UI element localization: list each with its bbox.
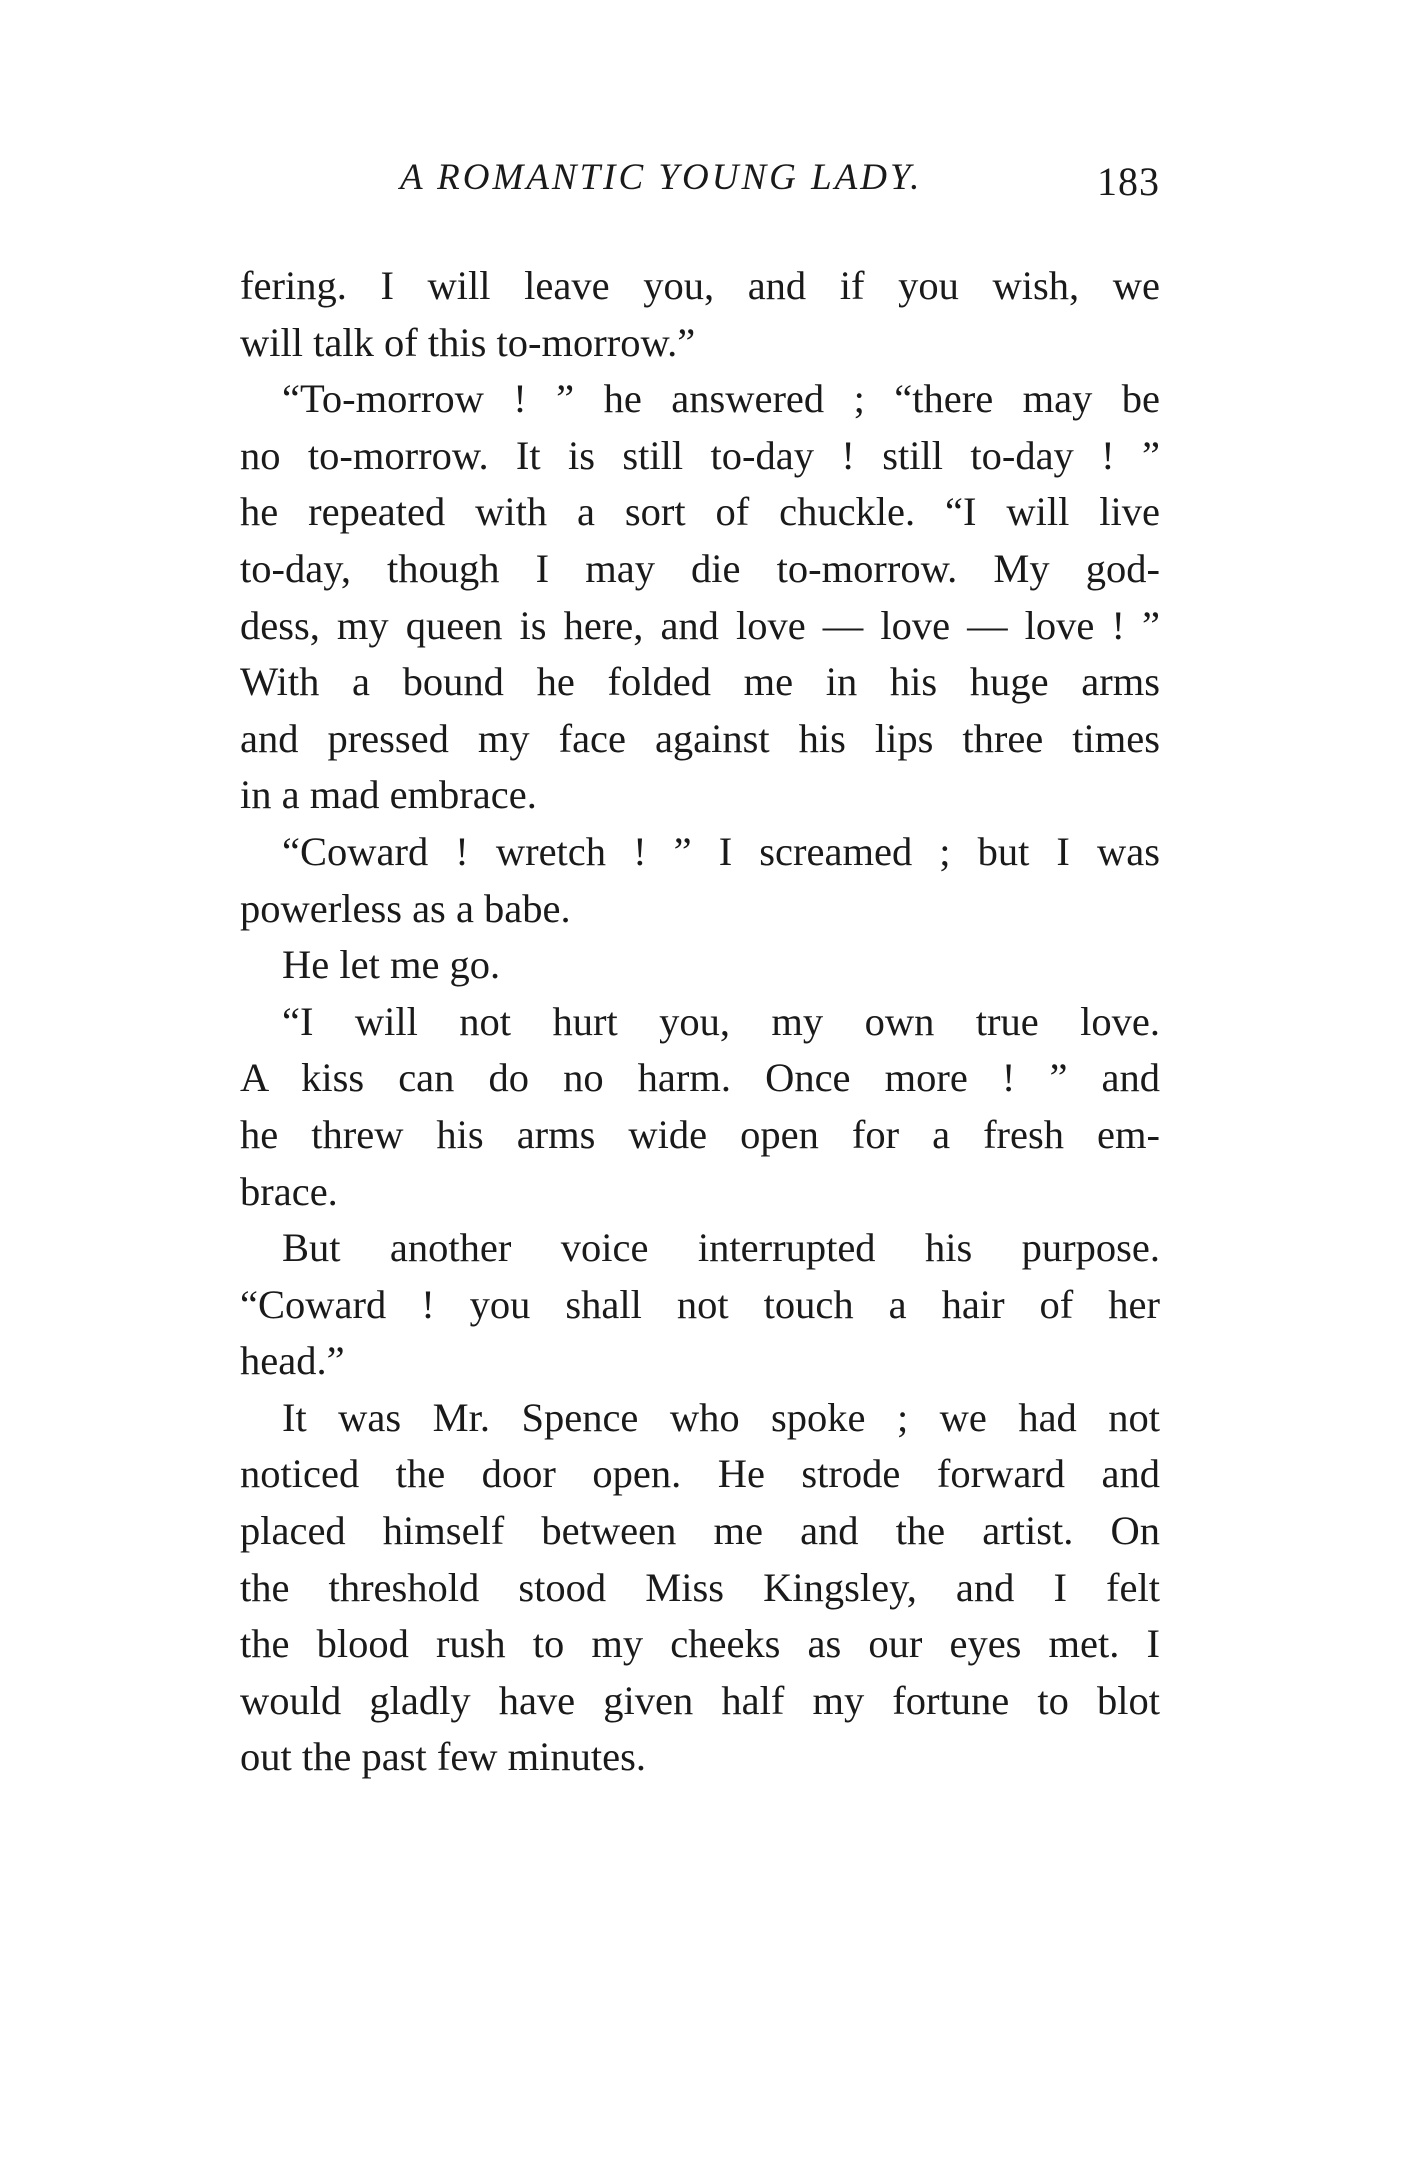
text-line: out the past few minutes. — [240, 1734, 647, 1780]
text-line: in a mad embrace. — [240, 772, 537, 818]
text-line: and pressed my face against his lips three times — [240, 715, 1160, 761]
body-text — [240, 258, 1160, 1786]
text-line: brace. — [240, 1168, 338, 1214]
text-line: no to-morrow. It is still to-day ! still to-day ! ” — [240, 432, 1160, 478]
text-line: would gladly have given half my fortune to blot — [240, 1677, 1160, 1723]
running-head — [240, 150, 1160, 220]
text-line: powerless as a babe. — [240, 885, 571, 931]
text-line: He let me go. — [282, 942, 501, 988]
text-line: the blood rush to my cheeks as our eyes met. I — [240, 1621, 1160, 1667]
text-line: head.” — [240, 1338, 345, 1384]
text-line: noticed the door open. He strode forward and — [240, 1451, 1160, 1497]
running-head-title: A ROMANTIC YOUNG LADY. — [400, 157, 923, 198]
text-line: fering. I will leave you, and if you wish, we — [240, 263, 1160, 308]
page-number: 183 — [1097, 159, 1160, 204]
text-line: “To-morrow ! ” he answered ; “there may be — [282, 376, 1160, 422]
text-line: “Coward ! you shall not touch a hair of her — [240, 1281, 1160, 1327]
text-line: will talk of this to-morrow.” — [240, 319, 696, 365]
text-line: he repeated with a sort of chuckle. “I will live — [240, 489, 1160, 535]
text-line: It was Mr. Spence who spoke ; we had not — [282, 1394, 1160, 1440]
text-line: placed himself between me and the artist. On — [240, 1508, 1160, 1554]
text-line: to-day, though I may die to-morrow. My god- — [240, 545, 1160, 591]
text-line: A kiss can do no harm. Once more ! ” and — [240, 1055, 1160, 1101]
text-line: “I will not hurt you, my own true love. — [282, 998, 1160, 1044]
text-line: he threw his arms wide open for a fresh em- — [240, 1111, 1160, 1157]
text-line: dess, my queen is here, and love — love — love ! ” — [240, 602, 1160, 648]
text-line: “Coward ! wretch ! ” I screamed ; but I was — [282, 828, 1160, 874]
text-line: But another voice interrupted his purpose. — [282, 1225, 1160, 1271]
text-line: With a bound he folded me in his huge arms — [240, 659, 1160, 705]
text-line: the threshold stood Miss Kingsley, and I felt — [240, 1564, 1160, 1610]
